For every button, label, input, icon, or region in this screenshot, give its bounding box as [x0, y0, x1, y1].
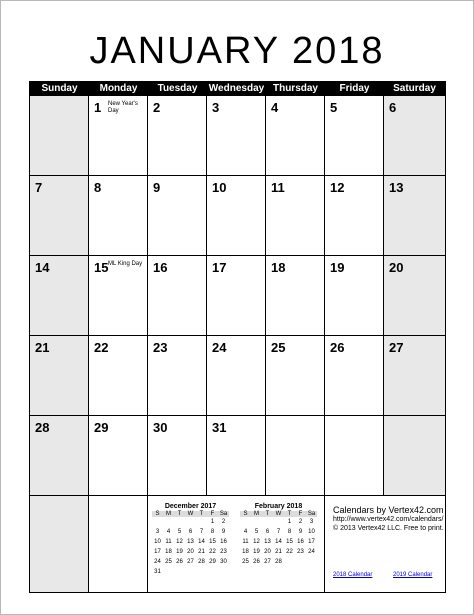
day-cell [207, 336, 266, 416]
mini-day: 7 [276, 529, 281, 535]
week-row [30, 256, 445, 336]
day-number: 27 [389, 340, 404, 355]
day-cell [207, 96, 266, 176]
day-cell [384, 176, 445, 256]
day-cell [30, 416, 89, 496]
day-cell [148, 256, 207, 336]
mini-calendar-title: December 2017 [164, 503, 217, 510]
day-cell [384, 256, 445, 336]
day-cell [266, 336, 325, 416]
day-cell [30, 336, 89, 416]
mini-day: 20 [264, 549, 271, 555]
day-cell [325, 176, 384, 256]
mini-weekday: W [273, 511, 284, 517]
mini-weekday: M [251, 511, 262, 517]
day-number: 7 [35, 180, 43, 195]
day-cell [148, 176, 207, 256]
mini-weekday: Sa [307, 511, 316, 517]
mini-day: 16 [297, 539, 304, 545]
mini-weekday: F [207, 511, 218, 517]
mini-day [306, 557, 317, 567]
mini-calendars [148, 496, 325, 592]
mini-weekday: S [152, 511, 163, 517]
day-number: 18 [271, 260, 286, 275]
mini-day: 26 [253, 559, 260, 565]
mini-day: 15 [286, 539, 293, 545]
mini-weekday: Sa [219, 511, 228, 517]
day-cell [266, 256, 325, 336]
day-number: 15 [94, 260, 109, 275]
mini-day: 10 [308, 529, 315, 535]
day-number: 13 [389, 180, 404, 195]
mini-day [185, 517, 196, 527]
mini-calendar-december [152, 502, 229, 577]
mini-day: 29 [209, 559, 216, 565]
mini-day: 22 [286, 549, 293, 555]
page-title: JANUARY 2018 [89, 30, 385, 72]
mini-day [262, 517, 273, 527]
day-number: 28 [35, 420, 50, 435]
holiday-label: ML King Day [108, 261, 143, 267]
day-cell [325, 96, 384, 176]
mini-day: 14 [198, 539, 205, 545]
mini-day: 1 [287, 519, 292, 525]
day-number: 25 [271, 340, 286, 355]
mini-day: 18 [165, 549, 172, 555]
calendar-grid [30, 96, 445, 592]
mini-weekday: T [284, 511, 295, 517]
day-number: 21 [35, 340, 50, 355]
day-cell [30, 256, 89, 336]
mini-weekday: T [196, 511, 207, 517]
week-row [30, 336, 445, 416]
day-cell [89, 176, 148, 256]
weekday-wednesday: Wednesday [208, 83, 265, 94]
mini-day: 24 [154, 559, 161, 565]
mini-day: 3 [155, 529, 160, 535]
mini-day: 27 [187, 559, 194, 565]
day-number: 30 [153, 420, 168, 435]
day-number: 14 [35, 260, 50, 275]
day-number: 12 [330, 180, 345, 195]
day-cell [325, 256, 384, 336]
day-number: 22 [94, 340, 109, 355]
mini-weekday: W [185, 511, 196, 517]
mini-day: 2 [298, 519, 303, 525]
day-number: 8 [94, 180, 102, 195]
mini-day: 20 [187, 549, 194, 555]
day-number: 1 [94, 100, 102, 115]
mini-day: 4 [243, 529, 248, 535]
mini-day: 4 [166, 529, 171, 535]
week-row [30, 416, 445, 496]
mini-day [174, 567, 185, 577]
day-number: 10 [212, 180, 227, 195]
day-cell [30, 96, 89, 176]
mini-day: 9 [221, 529, 226, 535]
mini-day: 24 [308, 549, 315, 555]
day-cell [207, 256, 266, 336]
mini-weekday: F [295, 511, 306, 517]
day-cell [384, 336, 445, 416]
mini-day: 21 [275, 549, 282, 555]
mini-calendar-february [240, 502, 317, 567]
mini-day [251, 517, 262, 527]
mini-day [284, 557, 295, 567]
day-cell [207, 176, 266, 256]
mini-day: 16 [220, 539, 227, 545]
month-calendar [29, 81, 446, 593]
mini-day: 23 [220, 549, 227, 555]
weekday-saturday: Saturday [393, 83, 436, 94]
mini-day [163, 567, 174, 577]
day-cell [148, 96, 207, 176]
mini-day [163, 517, 174, 527]
day-number: 5 [330, 100, 338, 115]
week-row [30, 96, 445, 176]
mini-day: 28 [198, 559, 205, 565]
mini-calendar-title: February 2018 [254, 503, 303, 510]
day-cell [266, 416, 325, 496]
week-row [30, 176, 445, 256]
mini-day [207, 567, 218, 577]
day-number: 3 [212, 100, 220, 115]
mini-day: 18 [242, 549, 249, 555]
mini-weekday: T [262, 511, 273, 517]
day-number: 23 [153, 340, 168, 355]
day-number: 24 [212, 340, 227, 355]
mini-day: 14 [275, 539, 282, 545]
mini-day [152, 517, 163, 527]
link-2019-calendar[interactable]: 2019 Calendar [393, 572, 433, 578]
mini-day: 10 [154, 539, 161, 545]
day-cell [325, 336, 384, 416]
day-cell [89, 416, 148, 496]
mini-day [185, 567, 196, 577]
day-number: 26 [330, 340, 345, 355]
mini-day: 6 [188, 529, 193, 535]
mini-day: 25 [165, 559, 172, 565]
day-cell [207, 416, 266, 496]
day-number: 9 [153, 180, 161, 195]
mini-day [240, 517, 251, 527]
mini-day: 17 [154, 549, 161, 555]
mini-day: 11 [165, 539, 172, 545]
day-cell [30, 176, 89, 256]
holiday-label: New Year's Day [108, 101, 138, 114]
day-cell [266, 176, 325, 256]
mini-day [196, 567, 207, 577]
weekday-sunday: Sunday [41, 83, 78, 94]
mini-day [174, 517, 185, 527]
mini-day: 31 [154, 569, 161, 575]
vertex42-info [325, 496, 445, 592]
mini-day: 9 [298, 529, 303, 535]
mini-weekday: T [174, 511, 185, 517]
mini-weekday: S [240, 511, 251, 517]
day-cell [89, 96, 148, 176]
footer-row [30, 496, 445, 592]
day-cell [384, 96, 445, 176]
day-number: 11 [271, 180, 285, 195]
mini-day: 25 [242, 559, 249, 565]
day-cell [266, 96, 325, 176]
mini-day: 28 [275, 559, 282, 565]
day-number: 17 [212, 260, 227, 275]
day-cell [148, 416, 207, 496]
day-number: 2 [153, 100, 161, 115]
brand-name: Calendars by Vertex42.com [333, 505, 444, 515]
day-cell [89, 496, 148, 592]
weekday-friday: Friday [339, 83, 370, 94]
mini-day [218, 567, 229, 577]
mini-day: 7 [199, 529, 204, 535]
day-number: 29 [94, 420, 109, 435]
mini-weekday: M [163, 511, 174, 517]
mini-day: 27 [264, 559, 271, 565]
day-cell [148, 336, 207, 416]
mini-day: 3 [309, 519, 314, 525]
mini-day: 5 [177, 529, 182, 535]
mini-day: 11 [242, 539, 249, 545]
mini-day: 2 [221, 519, 226, 525]
link-2018-calendar[interactable]: 2018 Calendar [333, 572, 373, 578]
day-cell [89, 256, 148, 336]
day-number: 31 [212, 420, 227, 435]
mini-day: 12 [253, 539, 260, 545]
mini-day [196, 517, 207, 527]
weekday-header [30, 82, 445, 96]
day-cell [30, 496, 89, 592]
day-cell [384, 416, 445, 496]
mini-day: 17 [308, 539, 315, 545]
mini-day: 1 [210, 519, 215, 525]
day-number: 19 [330, 260, 345, 275]
mini-day: 22 [209, 549, 216, 555]
weekday-tuesday: Tuesday [157, 83, 198, 94]
mini-day: 13 [264, 539, 271, 545]
mini-day: 19 [253, 549, 260, 555]
mini-day: 6 [265, 529, 270, 535]
weekday-monday: Monday [99, 83, 138, 94]
mini-day: 30 [220, 559, 227, 565]
day-number: 4 [271, 100, 279, 115]
mini-day: 13 [187, 539, 194, 545]
day-cell [325, 416, 384, 496]
day-number: 16 [153, 260, 168, 275]
mini-day: 15 [209, 539, 216, 545]
weekday-thursday: Thursday [272, 83, 318, 94]
day-number: 20 [389, 260, 404, 275]
mini-day [295, 557, 306, 567]
mini-day [273, 517, 284, 527]
brand-url[interactable]: http://www.vertex42.com/calendars/ [333, 516, 444, 523]
mini-day: 21 [198, 549, 205, 555]
mini-day: 19 [176, 549, 183, 555]
mini-day: 26 [176, 559, 183, 565]
day-number: 6 [389, 100, 397, 115]
mini-day: 8 [287, 529, 292, 535]
copyright: © 2013 Vertex42 LLC. Free to print. [333, 525, 444, 532]
day-cell [89, 336, 148, 416]
mini-day: 23 [297, 549, 304, 555]
mini-day: 8 [210, 529, 215, 535]
mini-day: 5 [254, 529, 259, 535]
mini-day: 12 [176, 539, 183, 545]
